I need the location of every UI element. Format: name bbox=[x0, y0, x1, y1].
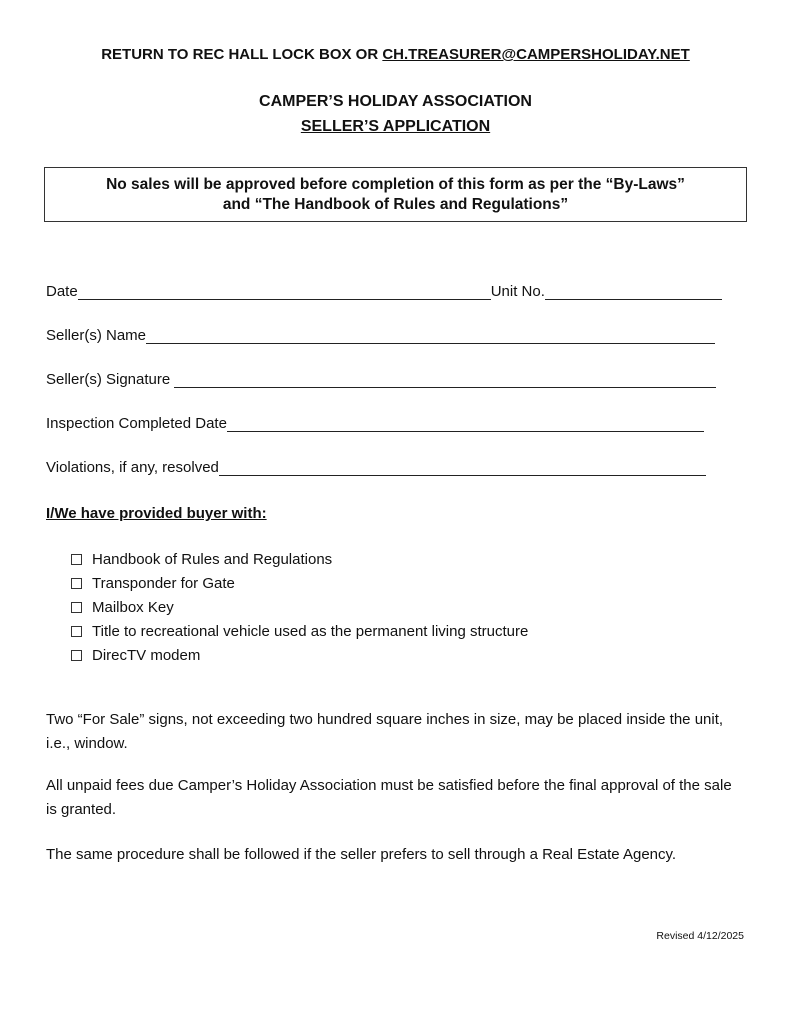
notice-line-2: and “The Handbook of Rules and Regulations” bbox=[222, 195, 569, 213]
checklist-item bbox=[71, 643, 528, 667]
checkbox-directv-modem[interactable] bbox=[71, 650, 82, 661]
inspection-date-row bbox=[46, 415, 704, 432]
checklist-item-label: Handbook of Rules and Regulations bbox=[92, 551, 333, 569]
return-instructions-text: RETURN TO REC HALL LOCK BOX OR bbox=[101, 46, 383, 63]
violations-label: Violations, if any, resolved bbox=[46, 459, 219, 476]
unpaid-fees-paragraph: All unpaid fees due Camper’s Holiday Association must be satisfied before the final approval of the sale is granted. bbox=[46, 777, 732, 818]
checklist-item bbox=[71, 572, 528, 596]
seller-signature-field[interactable] bbox=[174, 373, 716, 388]
checklist-item bbox=[71, 596, 528, 620]
provided-heading: I/We have provided buyer with: bbox=[46, 505, 267, 522]
checkbox-title[interactable] bbox=[71, 626, 82, 637]
checkbox-handbook[interactable] bbox=[71, 554, 82, 565]
provided-checklist bbox=[71, 548, 528, 667]
treasurer-email-link[interactable]: CH.TREASURER@CAMPERSHOLIDAY.NET bbox=[382, 46, 690, 63]
checkbox-mailbox-key[interactable] bbox=[71, 602, 82, 613]
organization-name: CAMPER’S HOLIDAY ASSOCIATION bbox=[259, 93, 532, 110]
inspection-date-label: Inspection Completed Date bbox=[46, 415, 227, 432]
date-field[interactable] bbox=[78, 285, 491, 300]
violations-row bbox=[46, 459, 706, 476]
notice-box bbox=[44, 167, 747, 222]
checkbox-transponder[interactable] bbox=[71, 578, 82, 589]
checklist-item-label: Transponder for Gate bbox=[92, 575, 235, 593]
inspection-date-field[interactable] bbox=[227, 417, 704, 432]
seller-name-label: Seller(s) Name bbox=[46, 327, 147, 344]
violations-field[interactable] bbox=[219, 461, 706, 476]
checklist-item bbox=[71, 548, 528, 572]
notice-line-1: No sales will be approved before completion of this form as per the “By-Laws” bbox=[106, 175, 685, 193]
checklist-item-label: Mailbox Key bbox=[92, 598, 174, 616]
unit-no-field[interactable] bbox=[545, 285, 722, 300]
form-title: SELLER’S APPLICATION bbox=[300, 118, 491, 135]
checklist-item bbox=[71, 619, 528, 643]
real-estate-paragraph: The same procedure shall be followed if the seller prefers to sell through a Real Estate Agency. bbox=[46, 846, 677, 863]
seller-signature-row bbox=[46, 371, 716, 388]
checklist-item-label: Title to recreational vehicle used as the permanent living structure bbox=[92, 622, 529, 640]
date-label: Date bbox=[46, 283, 78, 300]
seller-signature-label: Seller(s) Signature bbox=[46, 371, 175, 388]
for-sale-signs-paragraph: Two “For Sale” signs, not exceeding two hundred square inches in size, may be placed inside the unit, i.e., window. bbox=[46, 711, 724, 752]
unit-no-label: Unit No. bbox=[490, 283, 545, 300]
seller-name-field[interactable] bbox=[146, 329, 715, 344]
return-instructions bbox=[0, 46, 791, 63]
date-row bbox=[46, 283, 722, 300]
revision-date: Revised 4/12/2025 bbox=[656, 930, 744, 942]
checklist-item-label: DirecTV modem bbox=[92, 646, 201, 664]
seller-name-row bbox=[46, 327, 715, 344]
